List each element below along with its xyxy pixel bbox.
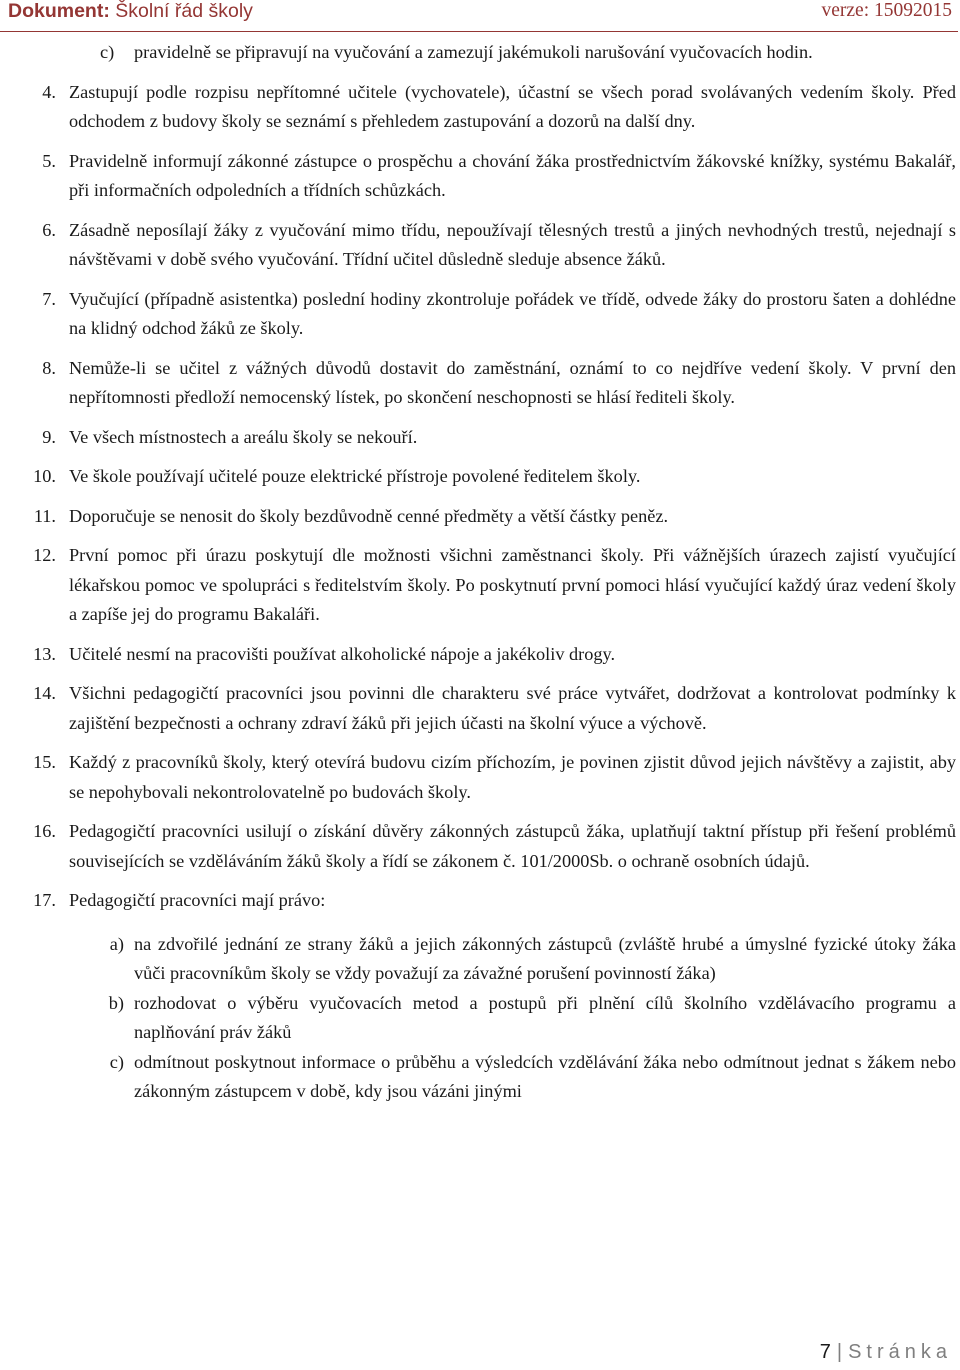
list-item-text: Pravidelně informují zákonné zástupce o prospěchu a chování žáka prostřednictvím žákovské knížky, systému Bakalář, při informačních odpoledních a třídních schůzkách. bbox=[69, 150, 956, 200]
list-item-text: Pedagogičtí pracovníci usilují o získání důvěry zákonných zástupců žáka, uplatňují taktní přístup při řešení problémů souvisejících se vzděláváním žáků školy a řídí se zákonem č. 101/2000Sb. o ochraně osobních údajů. bbox=[69, 821, 956, 871]
document-body bbox=[0, 38, 956, 1107]
document-label: Dokument: bbox=[8, 0, 110, 22]
list-item bbox=[0, 462, 956, 492]
list-item bbox=[0, 817, 956, 876]
list-item-text: Doporučuje se nenosit do školy bezdůvodně cenné předměty a větší částky peněz. bbox=[69, 505, 669, 526]
list-item-text: Pedagogičtí pracovníci mají právo: bbox=[69, 890, 326, 910]
list-item bbox=[0, 354, 956, 413]
list-item-text: Učitelé nesmí na pracovišti používat alkoholické nápoje a jakékoliv drogy. bbox=[69, 643, 616, 664]
list-item-number: 12. bbox=[33, 545, 56, 565]
sub-list-item-letter: c) bbox=[109, 1051, 124, 1072]
sub-list-item bbox=[0, 989, 956, 1048]
list-item-text: První pomoc při úrazu poskytují dle možnosti všichni zaměstnanci školy. Při vážnějších úrazech zajistí vyučující lékařskou pomoc ve spolupráci s ředitelstvím školy. Po poskytnutí první pomoci hlásí vyučující každý úraz vedení školy a zapíše jej do programu Bakaláři. bbox=[69, 545, 956, 624]
list-item-text: Zastupují podle rozpisu nepřítomné učitele (vychovatele), účastní se všech porad svolávaných vedením školy. Před odchodem z budovy školy se seznámí s přehledem zastupování a dozorů na další dny. bbox=[69, 81, 956, 131]
sub-list-item-text: odmítnout poskytnout informace o průběhu a výsledcích vzdělávání žáka nebo odmítnout jednat s žákem nebo zákonným zástupcem v době, kdy jsou vázáni jinými bbox=[134, 1051, 956, 1101]
sub-list-item-letter: a) bbox=[109, 933, 124, 954]
footer-separator: | bbox=[836, 1341, 843, 1363]
sub-list-item bbox=[0, 930, 956, 989]
header-divider bbox=[0, 31, 958, 32]
list-item-number: 15. bbox=[33, 752, 56, 772]
list-item-number: 17. bbox=[33, 890, 56, 910]
list-item-number: 11. bbox=[33, 505, 56, 526]
list-item bbox=[0, 216, 956, 275]
list-item-number: c) bbox=[100, 42, 115, 62]
list-item bbox=[0, 541, 956, 630]
list-item-text: pravidelně se připravují na vyučování a zamezují jakémukoli narušování vyučovacích hodin. bbox=[134, 42, 813, 62]
list-item-number: 6. bbox=[42, 219, 56, 240]
list-item-text: Zásadně neposílají žáky z vyučování mimo třídu, nepoužívají tělesných trestů a jiných nevhodných trestů, nejednají s návštěvami v době svého vyučování. Třídní učitel důsledně sleduje absence žáků. bbox=[69, 219, 956, 269]
sub-list-item bbox=[0, 1048, 956, 1107]
list-item bbox=[0, 285, 956, 344]
list-item bbox=[0, 502, 956, 532]
page-header bbox=[8, 0, 952, 30]
sub-list-item-letter: b) bbox=[108, 992, 124, 1013]
list-item-number: 14. bbox=[33, 683, 56, 703]
list-item bbox=[0, 423, 956, 453]
document-version: verze: 15092015 bbox=[821, 0, 952, 21]
list-item-text: Nemůže-li se učitel z vážných důvodů dostavit do zaměstnání, oznámí to co nejdříve vedení školy. V první den nepřítomnosti předloží nemocenský lístek, po skončení neschopnosti se hlásí řediteli školy. bbox=[69, 357, 956, 407]
page-footer bbox=[640, 1341, 952, 1364]
list-item-number: 5. bbox=[42, 150, 56, 171]
page-label: Stránka bbox=[848, 1341, 952, 1363]
list-item-text: Každý z pracovníků školy, který otevírá budovu cizím příchozím, je povinen zjistit důvod jejich návštěvy a zajistit, aby se nepohybovali nekontrolovatelně po budovách školy. bbox=[69, 752, 956, 802]
page-number: 7 bbox=[819, 1341, 831, 1363]
list-item-text: Ve škole používají učitelé pouze elektrické přístroje povolené ředitelem školy. bbox=[69, 466, 641, 486]
list-item bbox=[0, 147, 956, 206]
list-item-text: Všichni pedagogičtí pracovníci jsou povinni dle charakteru své práce vytvářet, dodržovat a kontrolovat podmínky k zajištění bezpečnosti a ochrany zdraví žáků při jejich účasti na školní výuce a výchově. bbox=[69, 683, 956, 733]
document-name: Školní řád školy bbox=[115, 0, 253, 22]
list-item bbox=[0, 679, 956, 738]
list-item-text: Vyučující (případně asistentka) poslední hodiny zkontroluje pořádek ve třídě, odvede žáky do prostoru šaten a dohlédne na klidný odchod žáků ze školy. bbox=[69, 288, 956, 338]
list-item-number: 8. bbox=[42, 357, 56, 378]
list-item-number: 4. bbox=[42, 81, 56, 102]
sub-list-item-text: na zdvořilé jednání ze strany žáků a jejich zákonných zástupců (zvláště hrubé a úmyslné fyzické útoky žáka vůči pracovníkům školy se vždy považují za závažné porušení povinností žáka) bbox=[134, 933, 956, 983]
list-item-number: 7. bbox=[42, 288, 56, 309]
list-item-number: 13. bbox=[33, 643, 56, 664]
document-title bbox=[8, 0, 253, 23]
list-item bbox=[0, 886, 956, 916]
list-item bbox=[0, 38, 956, 68]
list-item bbox=[0, 640, 956, 670]
sub-list-item-text: rozhodovat o výběru vyučovacích metod a postupů při plnění cílů školního vzdělávacího programu a naplňování práv žáků bbox=[134, 992, 956, 1042]
list-item bbox=[0, 748, 956, 807]
list-item-number: 9. bbox=[42, 426, 56, 447]
list-item-text: Ve všech místnostech a areálu školy se nekouří. bbox=[69, 426, 418, 447]
list-item-number: 10. bbox=[33, 466, 56, 486]
list-item-number: 16. bbox=[33, 821, 56, 841]
list-item bbox=[0, 78, 956, 137]
